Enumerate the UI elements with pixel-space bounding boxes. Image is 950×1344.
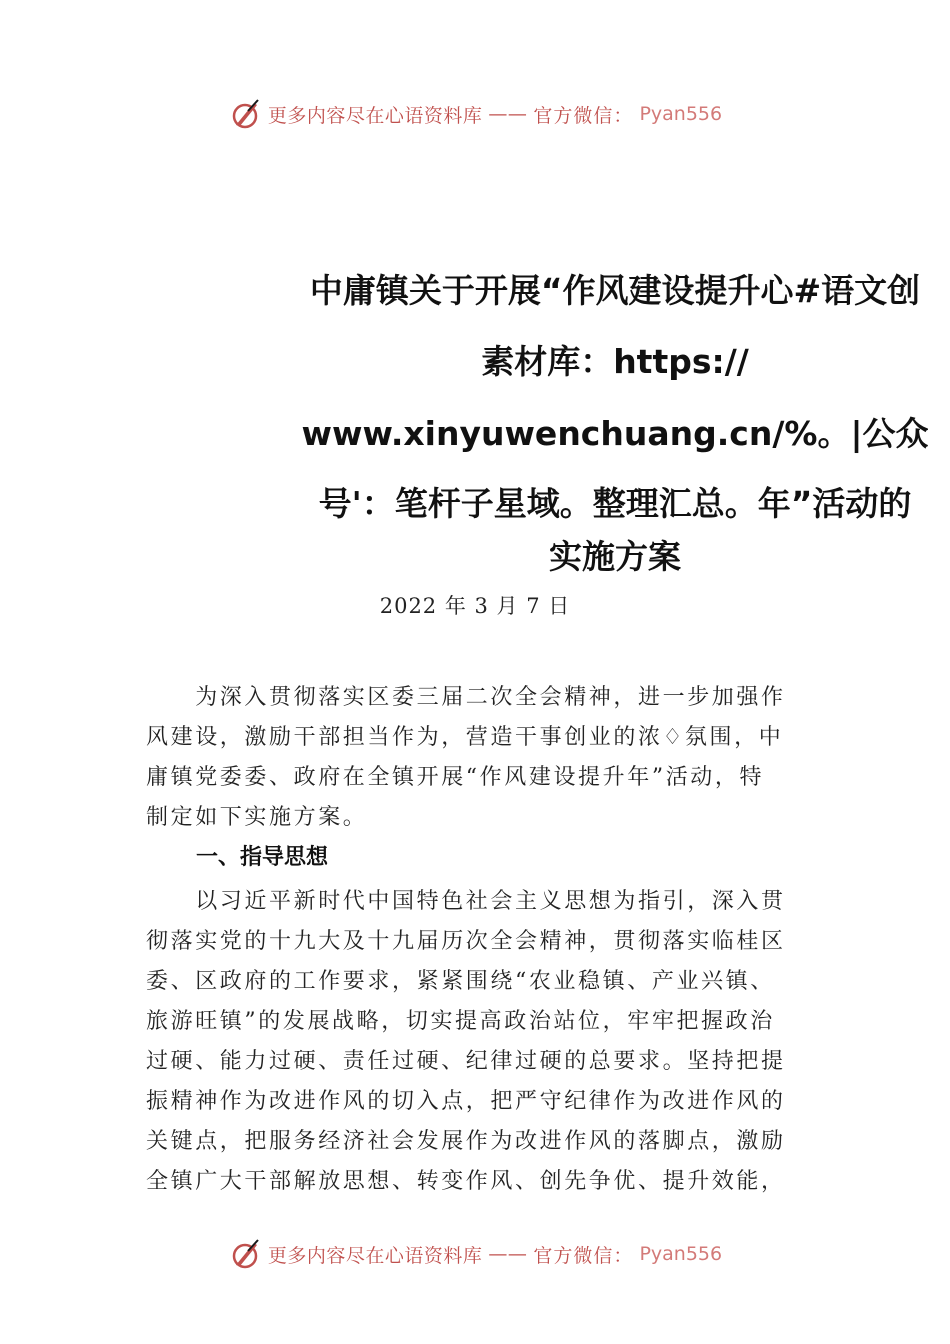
text-line: 庸镇党委委、政府在全镇开展“作风建设提升年”活动，特 — [146, 765, 765, 790]
banner-wechat-label: 官方微信： — [533, 104, 634, 127]
title-line: 素材库：https:// — [481, 342, 749, 381]
title-line: 实施方案 — [549, 537, 681, 576]
banner-wechat-id: Pyan556 — [639, 103, 723, 125]
quill-logo-icon — [228, 97, 262, 131]
banner-text: 更多内容尽在心语资料库 — [267, 104, 483, 127]
text-line: 以习近平新时代中国特色社会主义思想为指引，深入贯 — [146, 889, 786, 914]
text-line: 关键点，把服务经济社会发展作为改进作风的落脚点，激励 — [146, 1129, 786, 1154]
text-line: 振精神作为改进作风的切入点，把严守纪律作为改进作风的 — [146, 1089, 786, 1114]
footer-banner — [0, 1234, 950, 1274]
document-date: 2022 年 3 月 7 日 — [379, 594, 571, 618]
title-line: www.xinyuwenchuang.cn/%。|公众 — [301, 414, 929, 453]
text-line: 委、区政府的工作要求，紧紧围绕“农业稳镇、产业兴镇、 — [146, 969, 775, 994]
section-heading: 一、指导思想 — [196, 845, 329, 870]
quill-logo-icon — [228, 1237, 262, 1271]
banner-dash: —— — [488, 1243, 528, 1265]
banner-dash: —— — [488, 103, 528, 125]
text-line: 旅游旺镇”的发展战略，切实提高政治站位，牢牢把握政治 — [146, 1009, 775, 1034]
text-line: 风建设，激励干部担当作为，营造干事创业的浓♢氛围，中 — [146, 725, 784, 750]
text-line: 彻落实党的十九大及十九届历次全会精神，贯彻落实临桂区 — [146, 929, 786, 954]
header-banner — [0, 94, 950, 134]
text-line: 全镇广大干部解放思想、转变作风、创先争优、提升效能， — [146, 1169, 786, 1194]
text-line: 制定如下实施方案。 — [146, 805, 368, 830]
title-line: 中庸镇关于开展“作风建设提升心#语文创 — [309, 271, 921, 310]
banner-text: 更多内容尽在心语资料库 — [267, 1244, 483, 1267]
title-line: 号'：笔杆子星域。整理汇总。年”活动的 — [318, 484, 912, 523]
text-line: 为深入贯彻落实区委三届二次全会精神，进一步加强作 — [146, 685, 786, 710]
text-line: 过硬、能力过硬、责任过硬、纪律过硬的总要求。坚持把提 — [146, 1049, 786, 1074]
banner-wechat-id: Pyan556 — [639, 1243, 723, 1265]
banner-wechat-label: 官方微信： — [533, 1244, 634, 1267]
